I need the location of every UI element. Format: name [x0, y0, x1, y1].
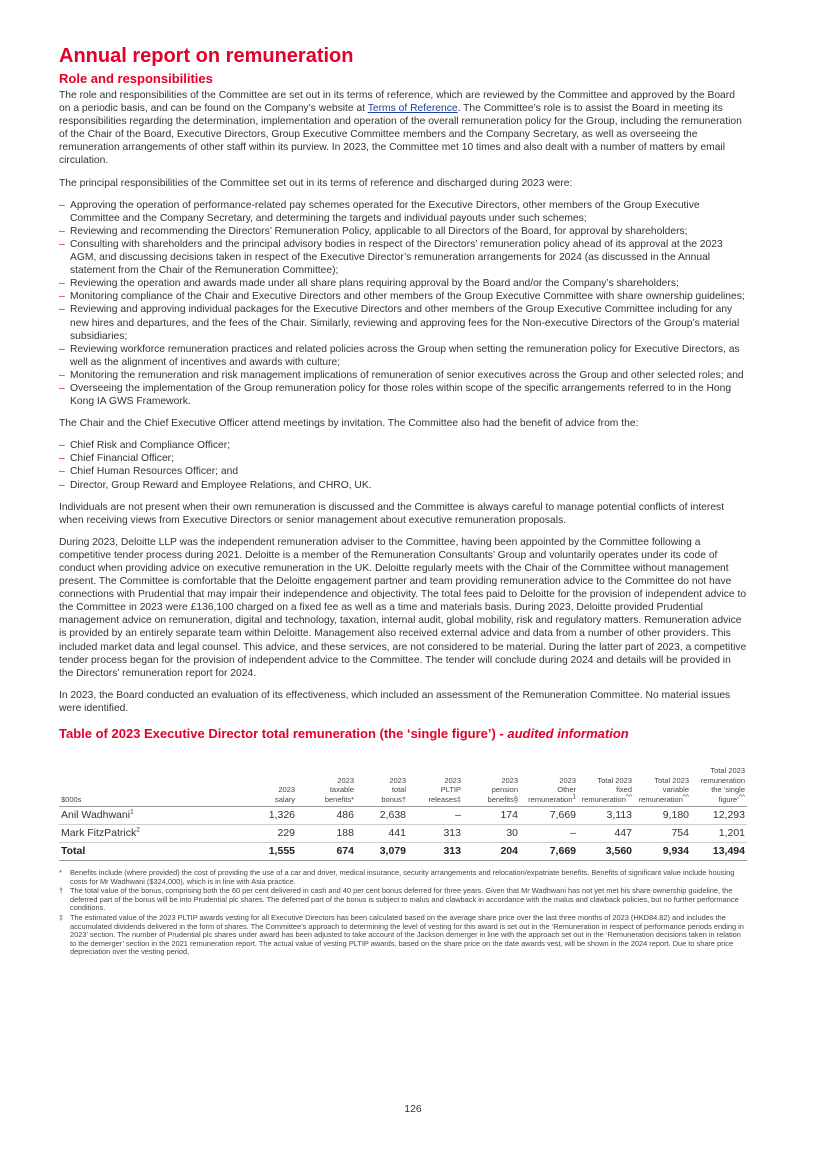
table-cell: 7,669	[520, 843, 578, 861]
table-cell: –	[408, 807, 463, 825]
dash-bullet-icon: –	[59, 291, 65, 303]
table-row	[59, 807, 747, 825]
footnote: * Benefits include (where provided) the cost of providing the use of a car and driver, medical insurance, security arrangements and relocation/expatriate benefits. Benefits of significant value include housing costs for Mr Wadhwani ($324,000), which is in line with Asia practice.	[59, 868, 735, 886]
advisor-item: – Chief Financial Officer;	[59, 453, 174, 465]
dash-bullet-icon: –	[59, 382, 65, 394]
footnote-symbol: *	[59, 868, 62, 878]
table-cell: 174	[463, 807, 520, 825]
footnote: † The total value of the bonus, comprising both the 60 per cent delivered in cash and 40 per cent bonus deferred for three years. Given that Mr Wadhwani has not yet met his share ownership guideline, the deferred part of the bonus will be into Prudential plc shares. The deferred part of the bonus is subject to malus and clawback in accordance with the malus and clawback policies, but no further performance conditions.	[59, 886, 739, 913]
responsibility-item: – Reviewing and recommending the Directors’ Remuneration Policy, applicable to all Directors of the Board, for approval by shareholders;	[59, 225, 688, 237]
table-cell: 441	[356, 825, 408, 843]
advisor-item: – Director, Group Reward and Employee Relations, and CHRO, UK.	[59, 479, 372, 491]
dash-bullet-icon: –	[59, 466, 65, 478]
responsibility-item: – Reviewing the operation and awards made under all share plans requiring approval by the Board and/or the Company’s shareholders;	[59, 278, 679, 290]
column-header: 2023 Other remuneration$^1$	[520, 766, 578, 807]
column-header: Total 2023 remuneration the ‘single figure’^^	[691, 766, 747, 807]
table-cell: 447	[578, 825, 634, 843]
table-cell: 3,560	[578, 843, 634, 861]
responsibility-item: – Overseeing the implementation of the Group remuneration policy for those roles within scope of the specific arrangements referred to in the Hong Kong IA GWS Framework.	[59, 382, 732, 408]
director-name: Total	[59, 843, 249, 861]
footnote-symbol: †	[59, 886, 64, 896]
table-header-row	[59, 766, 747, 807]
director-name: Anil Wadhwani$^1$	[59, 807, 249, 825]
page-number: 126	[404, 1103, 422, 1115]
director-name: Mark FitzPatrick$^2$	[59, 825, 249, 843]
page-title: Annual report on remuneration	[59, 45, 354, 67]
dash-bullet-icon: –	[59, 369, 65, 381]
dash-bullet-icon: –	[59, 304, 65, 316]
table-cell: 2,638	[356, 807, 408, 825]
table-cell: 1,326	[249, 807, 297, 825]
role-heading: Role and responsibilities	[59, 71, 213, 86]
table-cell: 313	[408, 843, 463, 861]
report-page	[59, 44, 747, 958]
table-cell: 313	[408, 825, 463, 843]
table-cell: 754	[634, 825, 691, 843]
column-header: 2023 pension benefits§	[463, 766, 520, 807]
role-paragraph-1: The role and responsibilities of the Committee are set out in its terms of reference, which are reviewed by the Committee and approved by the Board on a periodic basis, and can be found on the Company’s website at Terms of Reference. The Committee’s role is to assist the Board in meeting its responsibilities regarding the determination, implementation and operation of the overall remuneration policy for the Group, including the remuneration of the Chair of the Board, Executive Directors, Group Executive Committee members and the Company Secretary, as well as overseeing the remuneration arrangements of other staff within its purview. In 2023, the Committee met 10 times and also dealt with a number of matters by email circulation.	[59, 90, 742, 167]
table-body	[59, 807, 747, 861]
responsibilities-list	[59, 199, 747, 409]
advisor-item: – Chief Human Resources Officer; and	[59, 466, 239, 478]
role-paragraph-3: The Chair and the Chief Executive Officer attend meetings by invitation. The Committee also had the benefit of advice from the:	[59, 418, 639, 430]
table-cell: 229	[249, 825, 297, 843]
column-header: Total 2023 variable remuneration^^	[634, 766, 691, 807]
responsibility-item: – Reviewing and approving individual packages for the Executive Directors and other members of the Group Executive Committee including for any new hires and departures, and the fees of the Chair. Similarly, reviewing and approving fees for the Non-executive Directors of the Group’s material subsidiaries;	[59, 304, 740, 342]
table-cell: –	[520, 825, 578, 843]
column-header: 2023 PLTIP releases‡	[408, 766, 463, 807]
column-header: Total 2023 fixed remuneration^^	[578, 766, 634, 807]
table-cell: 13,494	[691, 843, 747, 861]
advisors-list	[59, 439, 747, 491]
responsibility-item: – Consulting with shareholders and the principal advisory bodies in respect of the Directors’ remuneration policy ahead of its approval at the 2023 AGM, and discussing decisions taken in respect of the Executive Director’s remuneration arrangements for 2024 (as discussed in the Annual statement from the Chair of the Remuneration Committee);	[59, 238, 723, 277]
table-cell: 1,201	[691, 825, 747, 843]
responsibility-item: – Reviewing workforce remuneration practices and related policies across the Group when setting the remuneration policy for Executive Directors, as well as the alignment of incentives and awards with culture;	[59, 343, 740, 368]
dash-bullet-icon: –	[59, 238, 65, 250]
dash-bullet-icon: –	[59, 440, 65, 452]
terms-of-reference-link[interactable]: Terms of Reference	[367, 103, 458, 115]
dash-bullet-icon: –	[59, 453, 65, 465]
dash-bullet-icon: –	[59, 225, 65, 237]
table-cell: 12,293	[691, 807, 747, 825]
evaluation-paragraph: In 2023, the Board conducted an evaluation of its effectiveness, which included an assessment of the Remuneration Committee. No material issues were identified.	[59, 689, 731, 714]
adviser-paragraph: During 2023, Deloitte LLP was the independent remuneration adviser to the Committee, having been appointed by the Committee following a competitive tender process during 2021. Deloitte is a member of the Remuneration Consultants’ Group and voluntarily operates under its code of conduct when providing advice on executive remuneration in the UK. Deloitte regularly meets with the Chair of the Committee without management present. The Committee is comfortable that the Deloitte engagement partner and team providing remuneration advice to the Committee do not have connections with Prudential that may impair their independence and objectivity. The total fees paid to Deloitte for the provision of independent advice to the Committee in 2023 were £136,100 charged on a fixed fee as well as a time and materials basis. During 2023, Deloitte provided Prudential management advice on remuneration, digital and technology, taxation, internal audit, global mobility, risk and regulatory matters. Remuneration advice is provided by an entirely separate team within Deloitte. Management also received external advice and data from a number of other providers. This included market data and legal counsel. This advice, and these services, are not considered to be material. During the latter part of 2023, a competitive tender process began for the provision of independent advice to the Committee. The tender will conclude during 2024 and details will be provided in the Directors’ remuneration report for 2024.	[59, 536, 747, 679]
table-cell: 674	[297, 843, 356, 861]
dash-bullet-icon: –	[59, 479, 65, 491]
table-cell: 3,079	[356, 843, 408, 861]
table-cell: 30	[463, 825, 520, 843]
footnote: ‡ The estimated value of the 2023 PLTIP awards vesting for all Executive Directors has been calculated based on the average share price over the last three months of 2023 (HKD84.82) and includes the accumulated dividends delivered in the form of shares. The Committee’s approach to determining the level of vesting for this award is set out in the ‘Remuneration in respect of performance periods ending in 2023’ section. The number of Prudential plc shares under award has been adjusted to take account of the Jackson demerger in line with the approach set out in the ‘Remuneration decisions taken in relation to the demerger’ section in the 2021 remuneration report. The actual value of vesting PLTIP awards, based on the share price on the date awards vest, will be shown in the 2024 report. Due to share price depreciation over the vesting period,	[59, 913, 744, 957]
table-cell: 188	[297, 825, 356, 843]
table-cell: 7,669	[520, 807, 578, 825]
footnote-symbol: ‡	[59, 913, 64, 922]
column-header: 2023 total bonus†	[356, 766, 408, 807]
dash-bullet-icon: –	[59, 343, 65, 355]
column-header: 2023 salary	[249, 766, 297, 807]
table-cell: 3,113	[578, 807, 634, 825]
advisor-item: – Chief Risk and Compliance Officer;	[59, 440, 231, 452]
table-footnotes	[59, 869, 747, 957]
table-cell: 204	[463, 843, 520, 861]
responsibility-item: – Monitoring compliance of the Chair and Executive Directors and other members of the Group Executive Committee with share ownership guidelines;	[59, 291, 745, 303]
total-row	[59, 843, 747, 861]
dash-bullet-icon: –	[59, 199, 65, 211]
table-heading: Table of 2023 Executive Director total remuneration (the ‘single figure’) - audited information	[59, 726, 629, 742]
column-header: 2023 taxable benefits*	[297, 766, 356, 807]
table-cell: 9,934	[634, 843, 691, 861]
role-paragraph-4: Individuals are not present when their own remuneration is discussed and the Committee is always careful to manage potential conflicts of interest when receiving views from Executive Directors or senior management about executive remuneration proposals.	[59, 501, 725, 526]
role-paragraph-2: The principal responsibilities of the Committee set out in its terms of reference and discharged during 2023 were:	[59, 177, 573, 189]
table-row	[59, 825, 747, 843]
dash-bullet-icon: –	[59, 278, 65, 290]
table-cell: 486	[297, 807, 356, 825]
table-cell: 9,180	[634, 807, 691, 825]
table-cell: 1,555	[249, 843, 297, 861]
responsibility-item: – Monitoring the remuneration and risk management implications of remuneration of senior executives across the Group and other selected roles; and	[59, 369, 744, 381]
responsibility-item: – Approving the operation of performance-related pay schemes operated for the Executive Directors, other members of the Group Executive Committee and the Company Secretary, and determining the targets and individual payouts under such schemes;	[59, 199, 700, 224]
column-header: $000s	[59, 766, 249, 807]
single-figure-table	[59, 766, 747, 861]
